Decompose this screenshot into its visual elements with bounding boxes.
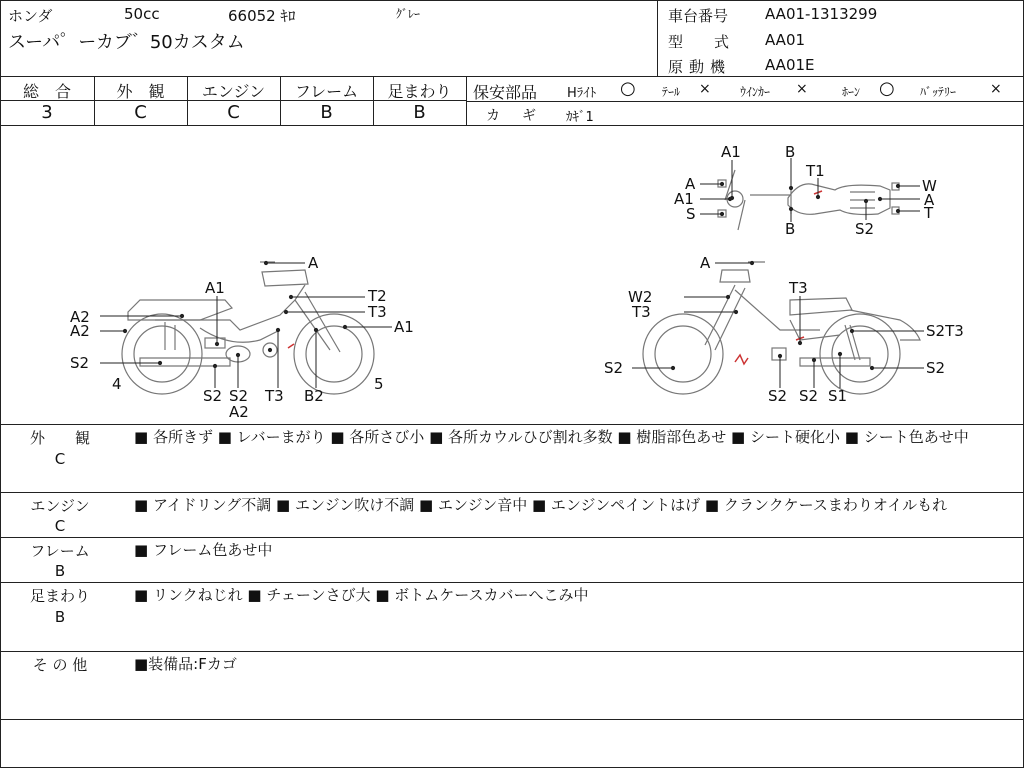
remark-engine-text: ■ アイドリング不調 ■ エンジン吹け不調 ■ エンジン音中 ■ エンジンペイントはげ ■ クランクケースまわりオイルもれ	[134, 496, 948, 514]
remark-exterior-text: ■ 各所きず ■ レバーまがり ■ 各所さび小 ■ 各所カウルひび割れ多数 ■ 樹脂部色あせ ■ シート硬化小 ■ シート色あせ中	[134, 428, 969, 446]
left-label: A1	[394, 318, 414, 336]
grade-overall-value: 3	[41, 102, 53, 123]
key-value: ｶｷﾞ1	[566, 110, 594, 125]
right-label: T3	[789, 279, 808, 297]
right-label: S2	[926, 359, 946, 377]
battery-label: ﾊﾞｯﾃﾘｰ	[920, 85, 957, 99]
top-label: A	[924, 191, 935, 209]
remark-frame-grade: B	[54, 562, 66, 580]
left-label: T3	[368, 303, 387, 321]
top-label: B	[785, 143, 796, 161]
engine-type-label: 原動機	[668, 58, 732, 76]
top-label: B	[785, 220, 796, 238]
right-label: A	[700, 254, 711, 272]
left-label: A2	[70, 322, 90, 340]
top-label: T1	[806, 162, 825, 180]
right-label: W2	[628, 288, 653, 306]
frame-number-value: AA01-1313299	[765, 5, 878, 23]
key-label: カ ギ	[486, 108, 540, 124]
remark-exterior-label: 外 観	[29, 429, 90, 447]
right-label: S2	[768, 387, 788, 405]
remark-other-text: ■装備品:Fカゴ	[134, 655, 237, 673]
left-label: A1	[205, 279, 225, 297]
mileage: 66052 ｷﾛ	[228, 7, 296, 25]
right-label: S2	[604, 359, 624, 377]
horn-status-icon: ○	[879, 78, 895, 99]
grade-overall-label: 総 合	[22, 82, 71, 101]
left-label: S2	[70, 354, 90, 372]
frame-number-label: 車台番号	[668, 7, 729, 25]
taillight-label: ﾃｰﾙ	[662, 85, 681, 99]
left-label: B2	[304, 387, 324, 405]
grade-frame-label: フレーム	[294, 82, 359, 101]
left-label: 4	[112, 375, 122, 393]
remark-engine-grade: C	[54, 517, 66, 535]
model-name: スーパ゜ーカブ゛50カスタム	[8, 32, 245, 53]
grade-engine-label: エンジン	[201, 82, 266, 101]
left-label: T3	[265, 387, 284, 405]
safety-parts-title: 保安部品	[473, 83, 538, 102]
winker-status-icon: ×	[796, 81, 808, 97]
headlight-status-icon: ○	[620, 78, 636, 99]
grade-engine-value: C	[227, 102, 240, 123]
left-label: A2	[229, 403, 249, 421]
diagram-bottom-rule	[0, 424, 1024, 425]
grade-exterior-value: C	[134, 102, 147, 123]
left-label: 5	[374, 375, 384, 393]
top-label: S2	[855, 220, 875, 238]
remark-engine-label: エンジン	[30, 497, 90, 515]
model-type-value: AA01	[765, 31, 806, 49]
taillight-status-icon: ×	[699, 81, 711, 97]
right-label: S1	[828, 387, 848, 405]
grade-exterior-label: 外 観	[116, 82, 165, 101]
safety-mid-rule	[467, 101, 1024, 102]
remark-suspension-label: 足まわり	[29, 587, 90, 605]
right-side-bike-icon	[643, 262, 920, 394]
battery-status-icon: ×	[990, 81, 1002, 97]
remark-suspension-text: ■ リンクねじれ ■ チェーンさび大 ■ ボトムケースカバーへこみ中	[134, 586, 589, 604]
winker-label: ｳｲﾝｶｰ	[740, 85, 771, 99]
right-label: T3	[632, 303, 651, 321]
displacement: 50cc	[124, 5, 160, 23]
top-label: A1	[674, 190, 694, 208]
grade-suspension-label: 足まわり	[387, 82, 452, 101]
top-label: S	[686, 205, 696, 223]
headlight-label: Hﾗｲﾄ	[567, 86, 597, 101]
remark-exterior-grade: C	[54, 450, 66, 468]
grade-frame-value: B	[320, 102, 333, 123]
right-label: S2	[799, 387, 819, 405]
remark-other-label: そ の 他	[32, 656, 88, 674]
top-label: T	[924, 204, 934, 222]
left-label: A	[308, 254, 319, 272]
left-label: S2	[203, 387, 223, 405]
remark-frame-label: フレーム	[30, 542, 90, 560]
header-rule	[0, 76, 1024, 77]
body-color: ｸﾞﾚｰ	[396, 7, 421, 21]
horn-label: ﾎｰﾝ	[842, 85, 861, 99]
grade-suspension-value: B	[413, 102, 426, 123]
engine-type-value: AA01E	[765, 56, 815, 74]
top-label: A1	[721, 143, 741, 161]
top-label: A	[685, 175, 696, 193]
left-side-bike-icon	[122, 262, 374, 394]
header-divider	[657, 0, 658, 76]
right-label: S2T3	[926, 322, 964, 340]
left-label: A2	[70, 308, 90, 326]
remark-frame-text: ■ フレーム色あせ中	[134, 541, 273, 559]
top-label: W	[922, 177, 937, 195]
left-label: S2	[229, 387, 249, 405]
model-type-label: 型 式	[668, 33, 738, 51]
remark-suspension-grade: B	[54, 608, 66, 626]
maker: ホンダ	[8, 7, 53, 25]
damage-diagram	[0, 126, 1024, 424]
left-label: T2	[368, 287, 387, 305]
